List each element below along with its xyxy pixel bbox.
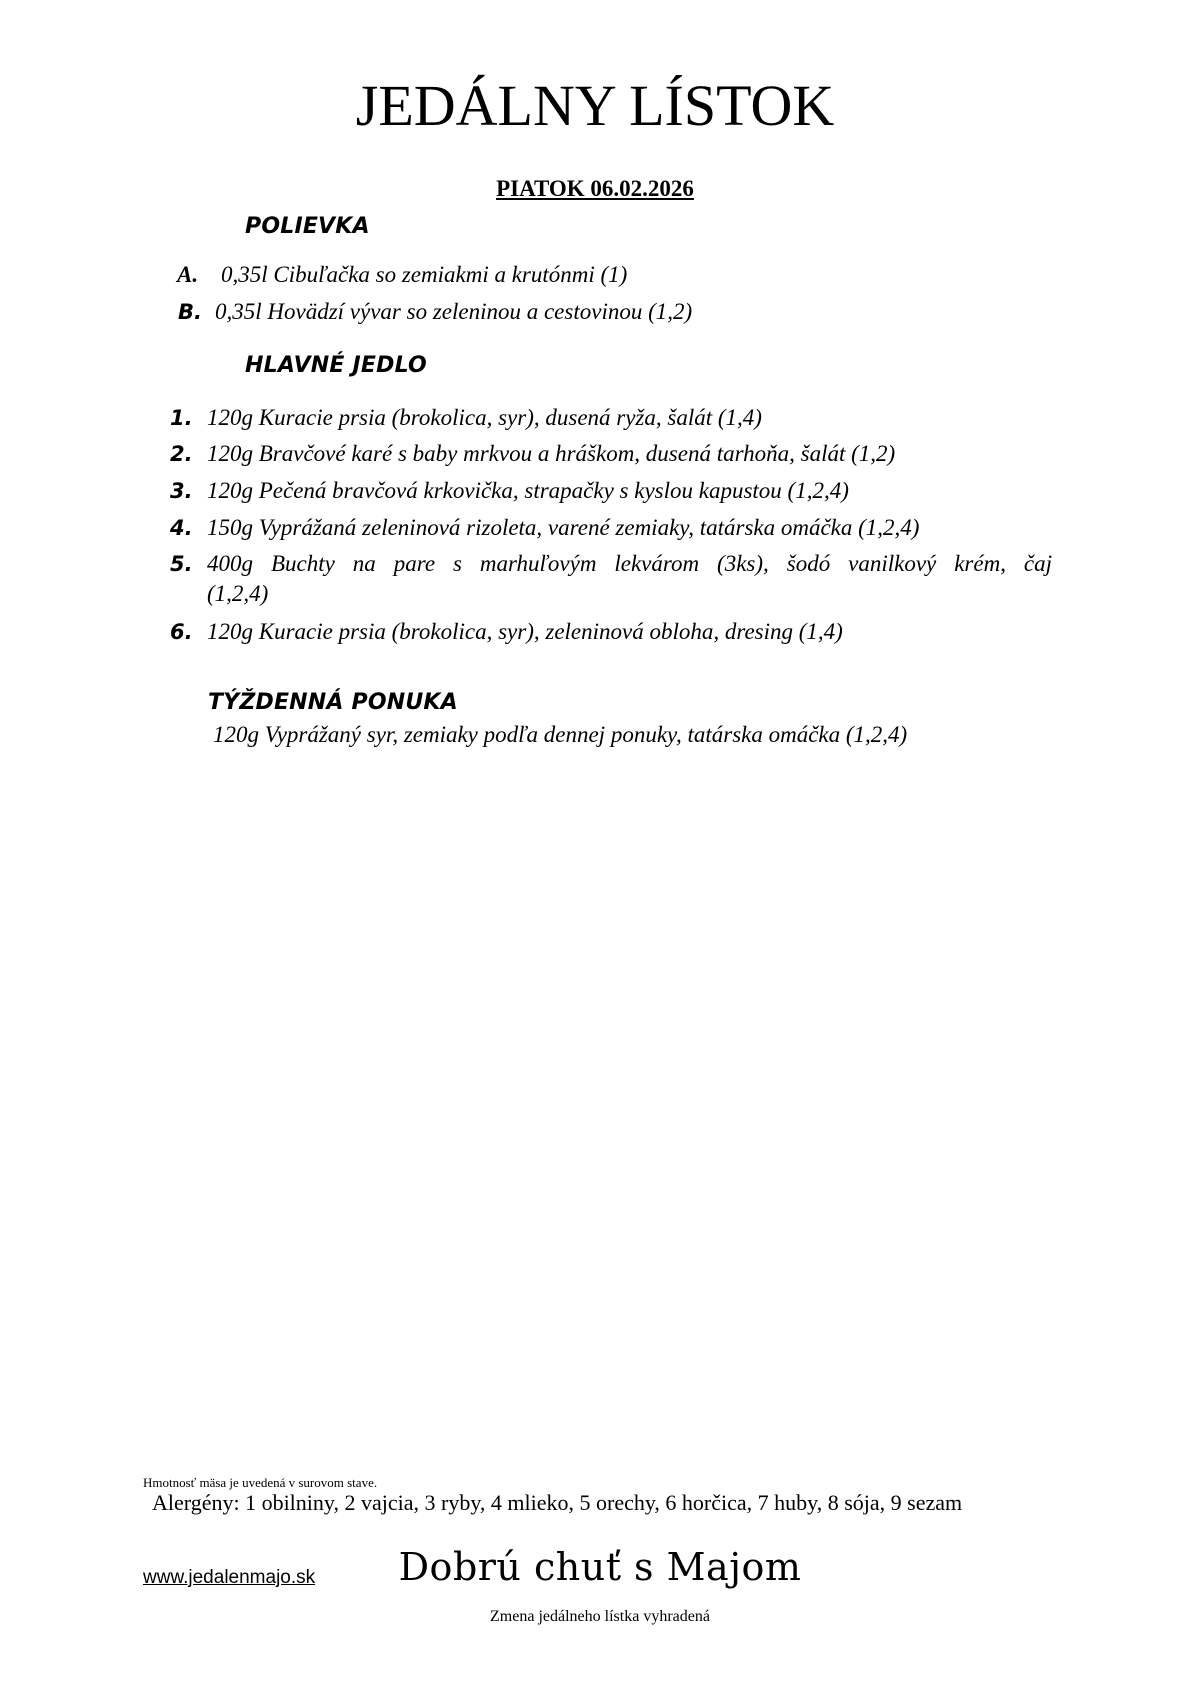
- closing-wish: Dobrú chuť s Majom: [398, 1545, 802, 1589]
- main-text: 120g Bravčové karé s baby mrkvou a hráškom, dusená tarhoňa, šalát (1,2): [207, 441, 896, 466]
- main-text: 400g Buchty na pare s marhuľovým lekvárom (3ks), šodó vanilkový krém, čaj (1,2,4): [207, 551, 1052, 606]
- main-item: [0, 549, 1190, 613]
- soup-text: 0,35l Hovädzí vývar so zeleninou a cestovinou (1,2): [215, 299, 693, 324]
- main-marker: 1.: [170, 406, 193, 430]
- main-text: 120g Kuracie prsia (brokolica, syr), zeleninová obloha, dresing (1,4): [207, 619, 843, 644]
- main-item: [0, 617, 1190, 647]
- soup-item: [0, 260, 1190, 290]
- main-marker: 4.: [170, 516, 193, 540]
- main-marker: 2.: [170, 442, 193, 466]
- menu-change-note: Zmena jedálneho lístka vyhradená: [490, 1608, 710, 1625]
- soup-marker: B.: [178, 300, 202, 324]
- soup-heading: POLIEVKA: [245, 214, 370, 239]
- main-item: [0, 513, 1190, 543]
- menu-date: PIATOK 06.02.2026: [496, 176, 694, 201]
- main-text: 120g Pečená bravčová krkovička, strapačky s kyslou kapustou (1,2,4): [207, 478, 849, 503]
- page-title: JEDÁLNY LÍSTOK: [355, 73, 835, 138]
- main-text: 150g Vyprážaná zeleninová rizoleta, varené zemiaky, tatárska omáčka (1,2,4): [207, 515, 920, 540]
- main-item: [0, 439, 1190, 469]
- main-item: [0, 476, 1190, 506]
- soup-text: 0,35l Cibuľačka so zemiakmi a krutónmi (1): [221, 262, 628, 287]
- soup-item: [0, 297, 1190, 327]
- main-item: [0, 403, 1190, 433]
- weight-note: Hmotnosť mäsa je uvedená v surovom stave.: [143, 1475, 378, 1490]
- main-marker: 5.: [170, 552, 193, 576]
- main-marker: 6.: [170, 620, 193, 644]
- website-link[interactable]: www.jedalenmajo.sk: [143, 1567, 316, 1588]
- main-text: 120g Kuracie prsia (brokolica, syr), dusená ryža, šalát (1,4): [207, 405, 762, 430]
- main-marker: 3.: [170, 479, 193, 503]
- main-heading: HLAVNÉ JEDLO: [245, 353, 427, 378]
- weekly-heading: TÝŽDENNÁ PONUKA: [208, 690, 458, 715]
- allergens-list: Alergény: 1 obilniny, 2 vajcia, 3 ryby, 4 mlieko, 5 orechy, 6 horčica, 7 huby, 8 sója, 9 sezam: [152, 1490, 963, 1515]
- soup-marker: A.: [177, 262, 199, 287]
- weekly-text: 120g Vyprážaný syr, zemiaky podľa dennej ponuky, tatárska omáčka (1,2,4): [213, 722, 908, 747]
